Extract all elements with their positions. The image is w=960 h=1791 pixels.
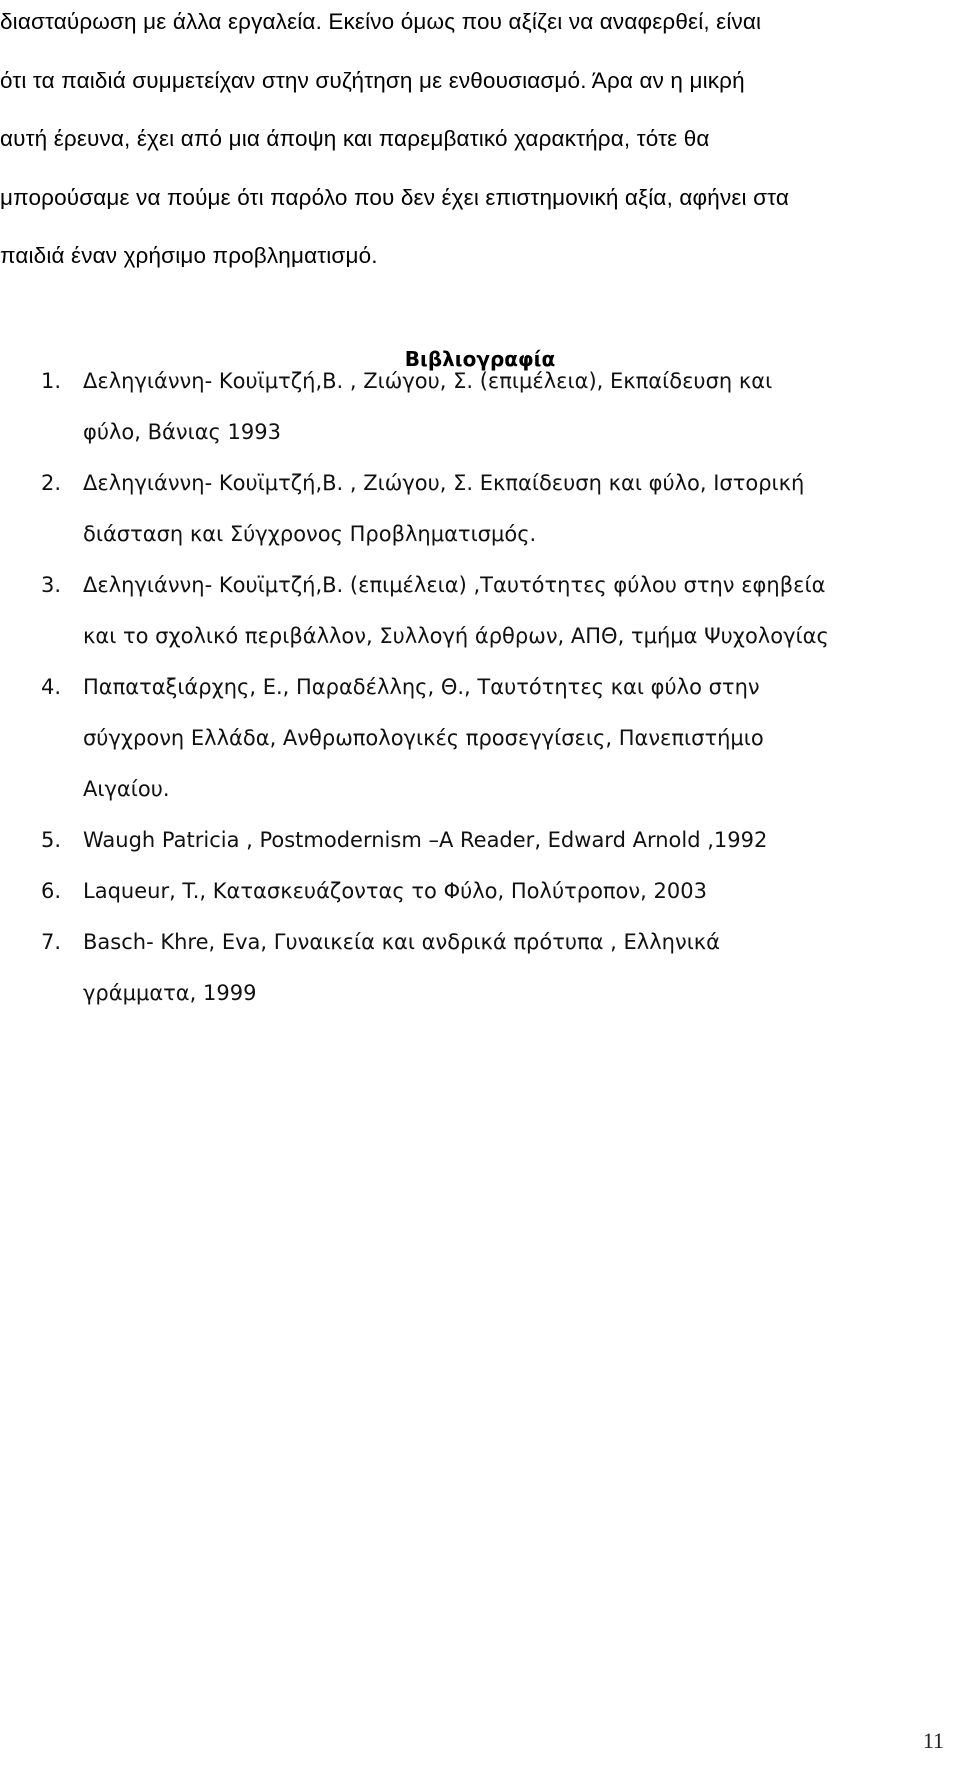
- entry-text-line: και το σχολικό περιβάλλον, Συλλογή άρθρων, ΑΠΘ, τμήμα Ψυχολογίας: [83, 624, 829, 648]
- entry-number: 6.: [41, 879, 62, 903]
- entry-text-line: Αιγαίου.: [83, 777, 170, 801]
- entry-number: 5.: [41, 828, 62, 852]
- paragraph-line: διασταύρωση με άλλα εργαλεία. Εκείνο όμως που αξίζει να αναφερθεί, είναι: [0, 9, 762, 34]
- entry-text-line: Waugh Patricia , Postmodernism –A Reader, Edward Arnold ,1992: [83, 828, 768, 852]
- entry-text-line: σύγχρονη Ελλάδα, Ανθρωπολογικές προσεγγίσεις, Πανεπιστήμιο: [83, 726, 764, 750]
- entry-text-line: γράμματα, 1999: [83, 981, 257, 1005]
- closing-paragraph: [0, 0, 930, 293]
- entry-text-line: Δεληγιάννη- Κουϊμτζή,Β. , Ζιώγου, Σ. Εκπαίδευση και φύλο, Ιστορική: [83, 471, 805, 495]
- entry-number: 4.: [41, 675, 62, 699]
- entry-number: 3.: [41, 573, 62, 597]
- entry-number: 2.: [41, 471, 62, 495]
- bibliography-heading: Βιβλιογραφία: [404, 347, 556, 371]
- bibliography-entry-4: [0, 672, 955, 702]
- entry-text-line: Laqueur, T., Κατασκευάζοντας το Φύλο, Πολύτροπον, 2003: [83, 879, 707, 903]
- page-number: 11: [922, 1728, 944, 1753]
- paragraph-line: παιδιά έναν χρήσιμο προβληματισμό.: [0, 243, 378, 268]
- bibliography-entry-7: [0, 927, 955, 957]
- bibliography-entry-2: [0, 468, 955, 498]
- paragraph-line: ότι τα παιδιά συμμετείχαν στην συζήτηση με ενθουσιασμό. Άρα αν η μικρή: [0, 67, 745, 93]
- bibliography-entry-1: [0, 366, 955, 396]
- bibliography-entry-6: [0, 876, 955, 906]
- entry-number: 7.: [41, 930, 62, 954]
- entry-text-line: Παπαταξιάρχης, Ε., Παραδέλλης, Θ., Ταυτότητες και φύλο στην: [83, 675, 760, 699]
- entry-number: 1.: [41, 369, 62, 393]
- bibliography-entry-5: [0, 825, 955, 855]
- entry-text-line: διάσταση και Σύγχρονος Προβληματισμός.: [83, 522, 537, 546]
- paragraph-line: μπορούσαμε να πούμε ότι παρόλο που δεν έχει επιστημονική αξία, αφήνει στα: [0, 184, 790, 210]
- paragraph-line: αυτή έρευνα, έχει από μια άποψη και παρεμβατικό χαρακτήρα, τότε θα: [0, 126, 710, 151]
- entry-text-line: Basch- Khre, Eva, Γυναικεία και ανδρικά πρότυπα , Ελληνικά: [83, 930, 721, 954]
- entry-text-line: Δεληγιάννη- Κουϊμτζή,Β. (επιμέλεια) ,Ταυτότητες φύλου στην εφηβεία: [83, 573, 826, 597]
- entry-text-line: Δεληγιάννη- Κουϊμτζή,Β. , Ζιώγου, Σ. (επιμέλεια), Εκπαίδευση και: [83, 369, 773, 393]
- entry-text-line: φύλο, Βάνιας 1993: [83, 420, 282, 444]
- bibliography-entry-3: [0, 570, 955, 600]
